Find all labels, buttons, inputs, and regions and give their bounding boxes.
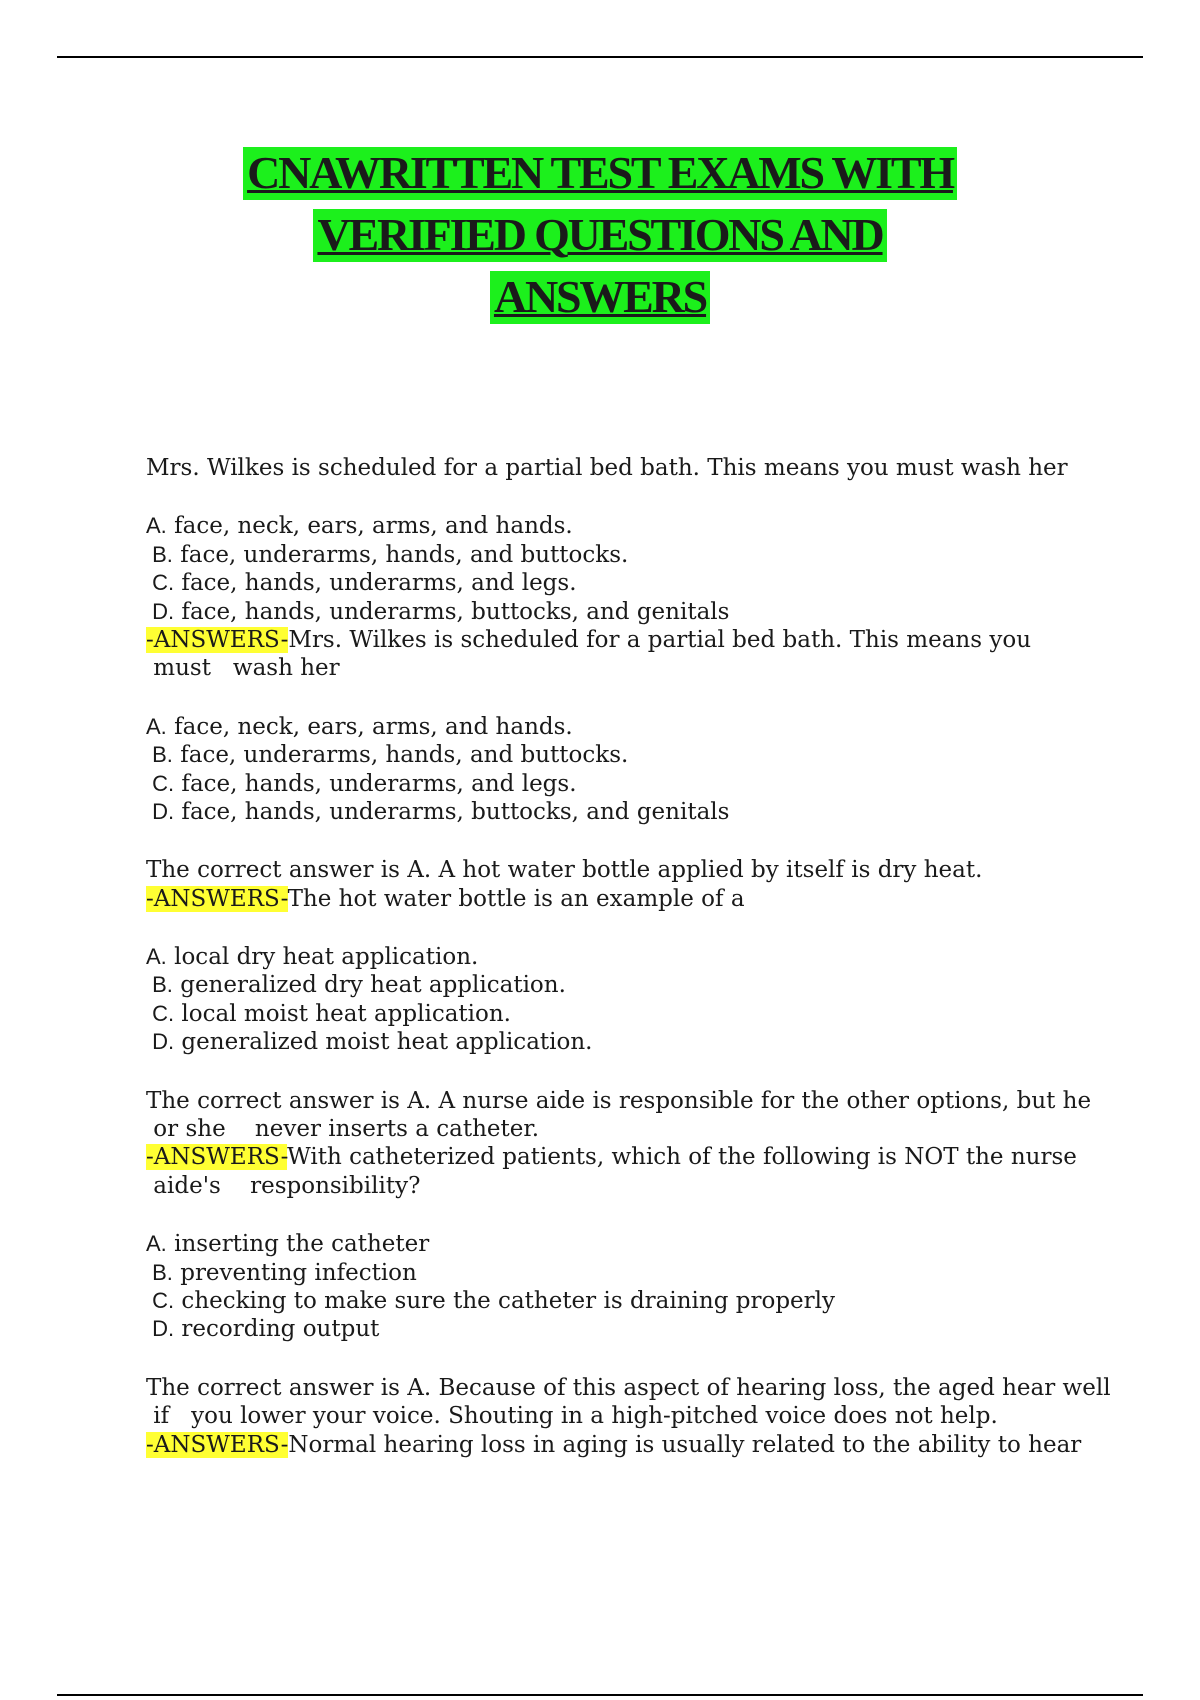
option-text: face, hands, underarms, buttocks, and genitals xyxy=(174,598,730,625)
option-letter: B. xyxy=(146,541,173,567)
option-letter: B. xyxy=(146,972,173,998)
document-title-line-3: ANSWERS xyxy=(0,270,1200,323)
option-line xyxy=(146,1000,1076,1028)
option-text: local moist heat application. xyxy=(174,1000,511,1027)
paragraph-gap xyxy=(146,1344,1076,1374)
paragraph-gap xyxy=(146,1200,1076,1230)
option-line xyxy=(146,713,1076,741)
answer-line xyxy=(146,1431,1082,1459)
option-line xyxy=(146,1315,1076,1343)
answer-text: With catheterized patients, which of the following is NOT the nurse xyxy=(287,1144,1077,1171)
answer-line xyxy=(146,885,1076,913)
option-text: face, hands, underarms, and legs. xyxy=(174,770,577,797)
option-text: local dry heat application. xyxy=(166,944,479,971)
option-line xyxy=(146,1230,1076,1258)
option-letter: A. xyxy=(146,513,167,539)
answers-tag: -ANSWERS- xyxy=(146,1431,289,1458)
answers-tag: -ANSWERS- xyxy=(146,626,289,653)
paragraph-gap xyxy=(146,482,1076,512)
option-text: recording output xyxy=(174,1316,380,1343)
answer-line xyxy=(146,1143,1076,1171)
option-line xyxy=(146,1287,1076,1315)
option-letter: A. xyxy=(146,1231,167,1257)
paragraph-gap xyxy=(146,826,1076,856)
option-letter: B. xyxy=(146,742,173,768)
answer-line xyxy=(146,654,1076,682)
option-text: face, neck, ears, arms, and hands. xyxy=(166,713,573,740)
answer-text: aide's responsibility? xyxy=(146,1172,421,1199)
option-line xyxy=(146,798,1076,826)
option-line xyxy=(146,598,1076,626)
text-line: or she never inserts a catheter. xyxy=(146,1116,540,1143)
answers-tag: -ANSWERS- xyxy=(146,885,288,912)
answer-line xyxy=(146,626,1076,654)
answer-text: Mrs. Wilkes is scheduled for a partial bed bath. This means you xyxy=(288,626,1032,653)
option-text: generalized dry heat application. xyxy=(172,972,566,999)
text-line: The correct answer is A. A nurse aide is responsible for the other options, but he xyxy=(146,1087,1092,1114)
document-title-line-2: VERIFIED QUESTIONS AND xyxy=(0,208,1200,261)
text-line: if you lower your voice. Shouting in a high-pitched voice does not help. xyxy=(146,1403,998,1430)
option-text: face, hands, underarms, and legs. xyxy=(174,570,577,597)
document-title-line-1: CNAWRITTEN TEST EXAMS WITH xyxy=(0,146,1200,199)
option-letter: B. xyxy=(146,1259,173,1285)
bottom-rule xyxy=(57,1694,1143,1696)
option-line xyxy=(146,971,1076,999)
option-line xyxy=(146,943,1076,971)
option-letter: C. xyxy=(146,1287,175,1313)
option-line xyxy=(146,569,1076,597)
option-line xyxy=(146,512,1076,540)
option-letter: D. xyxy=(146,598,175,624)
option-letter: A. xyxy=(146,944,167,970)
option-text: preventing infection xyxy=(172,1259,417,1286)
answer-text: The hot water bottle is an example of a xyxy=(287,885,745,912)
option-letter: C. xyxy=(146,770,175,796)
option-letter: A. xyxy=(146,713,167,739)
option-letter: D. xyxy=(146,1029,175,1055)
option-letter: C. xyxy=(146,570,175,596)
top-rule xyxy=(57,56,1143,58)
answer-line xyxy=(146,1172,1076,1200)
answer-text: Normal hearing loss in aging is usually related to the ability to hear xyxy=(288,1431,1082,1458)
paragraph-gap xyxy=(146,683,1076,713)
paragraph-gap xyxy=(146,1057,1076,1087)
option-line xyxy=(146,1028,1076,1056)
text-line: Mrs. Wilkes is scheduled for a partial bed bath. This means you must wash her xyxy=(146,455,1068,481)
option-text: face, underarms, hands, and buttocks. xyxy=(172,541,629,568)
option-line xyxy=(146,1259,1076,1287)
answers-tag: -ANSWERS- xyxy=(146,1144,288,1171)
option-letter: C. xyxy=(146,1000,175,1026)
option-text: inserting the catheter xyxy=(166,1231,430,1258)
option-line xyxy=(146,770,1076,798)
option-text: face, hands, underarms, buttocks, and genitals xyxy=(174,798,730,825)
option-letter: D. xyxy=(146,1316,175,1342)
option-text: face, underarms, hands, and buttocks. xyxy=(172,742,629,769)
text-line: The correct answer is A. Because of this aspect of hearing loss, the aged hear well xyxy=(146,1374,1111,1401)
answer-text: must wash her xyxy=(146,655,340,682)
document-body xyxy=(146,454,1111,1459)
option-line xyxy=(146,741,1076,769)
option-letter: D. xyxy=(146,798,175,824)
paragraph-gap xyxy=(146,913,1076,943)
text-line: The correct answer is A. A hot water bottle applied by itself is dry heat. xyxy=(146,857,983,884)
option-line xyxy=(146,541,1076,569)
option-text: generalized moist heat application. xyxy=(174,1029,593,1056)
option-text: face, neck, ears, arms, and hands. xyxy=(166,513,573,540)
option-text: checking to make sure the catheter is draining properly xyxy=(174,1287,835,1314)
